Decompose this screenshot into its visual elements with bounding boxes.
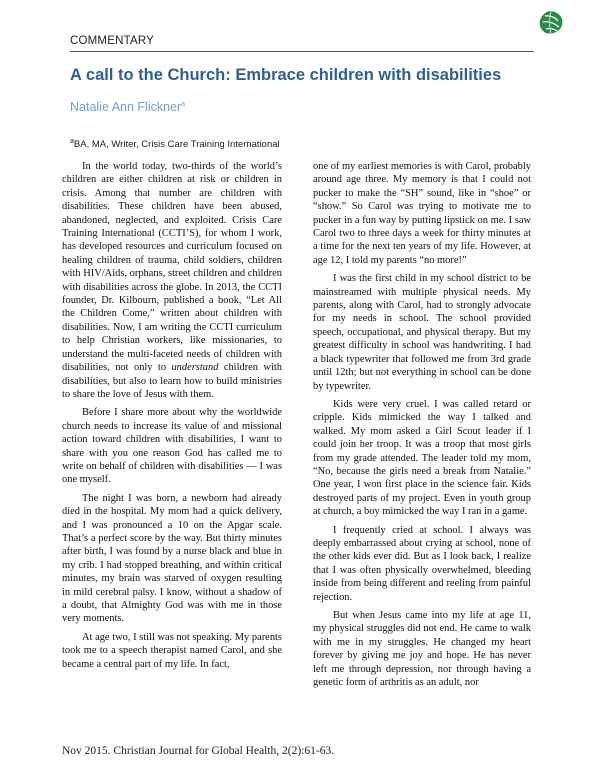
- affiliation-mark: a: [70, 138, 74, 145]
- paragraph: The night I was born, a newborn had already died in the hospital. My mom had a quick delivery, and I was pronounced a 10 on the Apgar scale. That’s a perfect score by the way. But thirty minutes after birth, I was found by a nurse black and blue in my crib. I had stopped breathing, and within critical minutes, my brain was starved of oxygen resulting in mild cerebral palsy. I know, without a shadow of a doubt, that Almighty God was with me in those very moments.: [62, 492, 282, 625]
- author-line: [70, 100, 185, 114]
- affiliation-text: BA, MA, Writer, Crisis Care Training International: [73, 139, 280, 151]
- author-name: Natalie Ann Flickner: [70, 100, 182, 114]
- paragraph: At age two, I still was not speaking. My parents took me to a speech therapist named Carol, and she became a central part of my life. In fact,: [62, 631, 282, 670]
- article-title: A call to the Church: Embrace children with disabilities: [70, 66, 502, 84]
- paragraph: one of my earliest memories is with Carol, probably around age three. My memory is that I could not pucker to make the “SH” sound, like in “shoe” or “show.” So Carol was trying to motivate me to pucker in a fun way by putting lipstick on me. I saw Carol two to three days a week for thirty minutes at a time for the next ten years of my life. However, at age 12, I told my parents “no more!”: [313, 161, 531, 266]
- section-label: COMMENTARY: [70, 35, 154, 47]
- affiliation-line: [70, 138, 280, 150]
- paragraph: In the world today, two-thirds of the world’s children are either children at risk or children in crisis. Among that number are children with disabilities. These children have been abused, abandoned, neglected, and exploited. Crisis Care Training International (CCTI’S), for whom I work, has developed resources and curriculum focused on healing children of trauma, child soldiers, children with HIV/Aids, orphans, street children and children with disabilities across the globe. In 2013, the CCTI founder, Dr. Kilbourn, published a book, “Let All the Children Come,” written about children with disabilities. Now, I am writing the CCTI curriculum to help Christian workers, like missionaries, to understand the multi-faceted needs of children with disabilities, not only to understand children with disabilities, but also to learn how to build ministries to share the love of Jesus with them.: [62, 161, 282, 400]
- paragraph: I was the first child in my school district to be mainstreamed with multiple physical needs. My parents, along with Carol, had to strongly advocate for my needs in school. The school provided speech, occupational, and physical therapy. But my greatest difficulty in school was handwriting. I had a black typewriter that followed me from 3rd grade until 12th; but not everything in school can be done by typewriter.: [313, 273, 531, 392]
- paragraph: I frequently cried at school. I always was deeply embarrassed about crying at school, none of the other kids ever did. But as I look back, I realize that I was often physically overwhelmed, bleeding inside from being different and reeling from painful rejection.: [313, 524, 531, 603]
- right-column: [313, 160, 531, 694]
- journal-logo-icon: [537, 10, 565, 36]
- paragraph: Before I share more about why the worldwide church needs to increase its value of and missional action toward children with disabilities, I want to share with you one reason God has called me to write on behalf of children with disabilities — I was one myself.: [62, 407, 282, 486]
- paragraph: Kids were very cruel. I was called retard or cripple. Kids mimicked the way I talked and walked. My mom asked a Girl Scout leader if I could join her troop. It was a troop that most girls from my grade attended. The leader told my mom, “No, because the girls need a break from Natalie.” One year, I won first place in the science fair. Kids destroyed parts of my project. Even in youth group at church, a boy mimicked the way I ran in a game.: [313, 398, 531, 518]
- paragraph: But when Jesus came into my life at age 11, my physical struggles did not end. He came to walk with me in my struggles. He changed my heart forever by giving me joy and hope. He has never left me through depression, nor through having a genetic form of arthritis as an adult, nor: [313, 610, 531, 689]
- left-column: [62, 160, 282, 676]
- author-mark: a: [181, 100, 186, 108]
- citation-footer: Nov 2015. Christian Journal for Global Health, 2(2):61-63.: [62, 745, 335, 757]
- header-divider: [70, 51, 534, 52]
